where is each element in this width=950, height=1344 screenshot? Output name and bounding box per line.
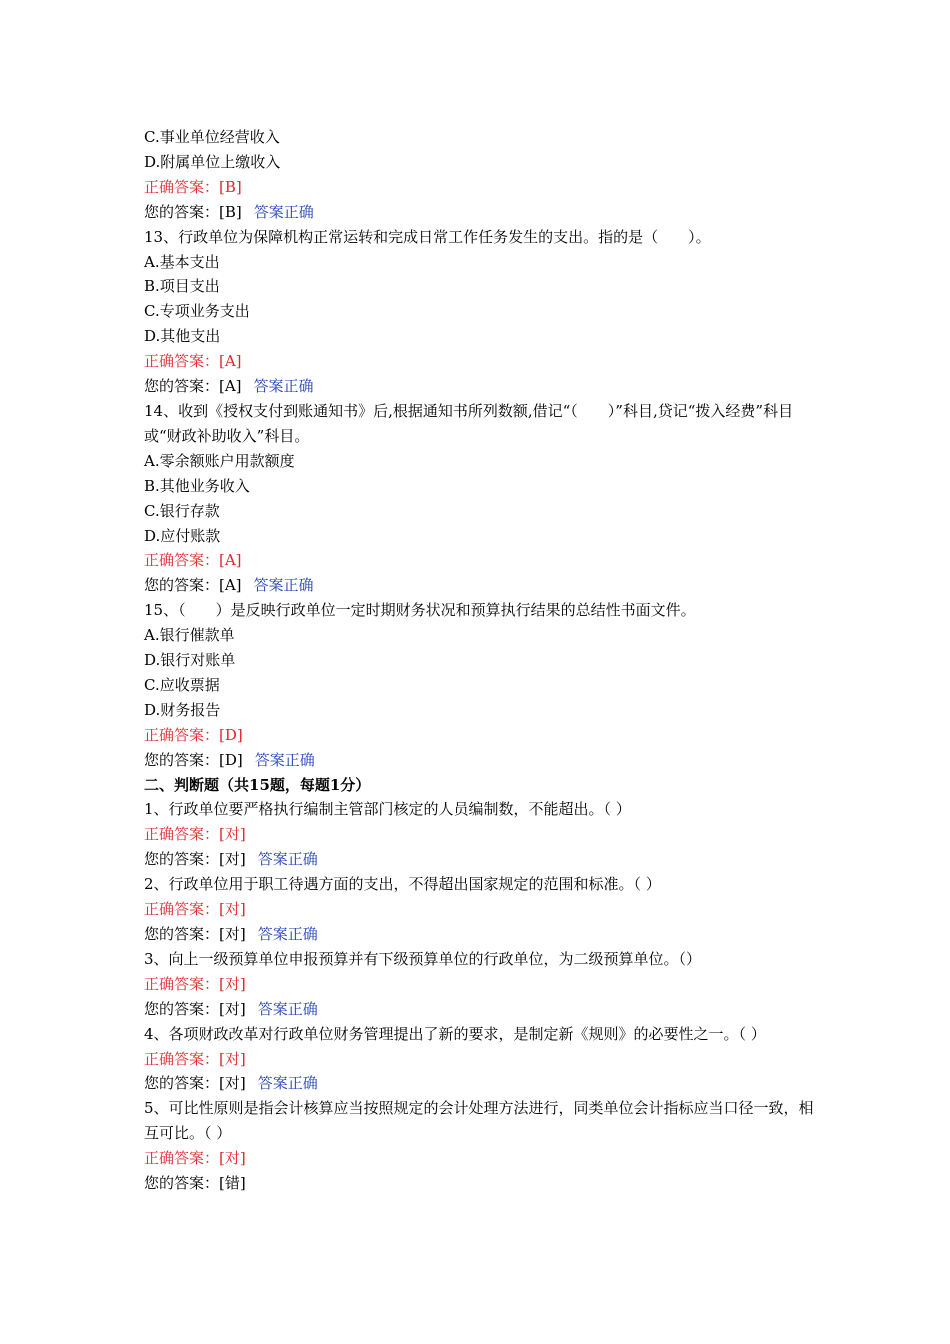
answer-status: 答案正确 [257, 1074, 318, 1093]
question-15 [144, 598, 814, 772]
your-answer-line [144, 1071, 814, 1096]
option-c: C.专项业务支出 [144, 302, 250, 321]
your-answer-line [144, 200, 814, 225]
your-answer-line [144, 1171, 814, 1196]
answer-status: 答案正确 [253, 202, 314, 221]
question-13 [144, 225, 814, 399]
question-text: 14、收到《授权支付到账通知书》后,根据通知书所列数额,借记“（ ）”科目,贷记“拨入经费”科目或“财政补助收入”科目。 [144, 401, 794, 445]
option-a: A.基本支出 [144, 252, 220, 271]
option-d: D.附属单位上缴收入 [144, 152, 281, 171]
correct-answer: 正确答案：[B] [144, 177, 242, 196]
question-text: 15、（ ）是反映行政单位一定时期财务状况和预算执行结果的总结性书面文件。 [144, 601, 696, 620]
option-b: B.其他业务收入 [144, 476, 250, 495]
your-answer-line [144, 922, 814, 947]
question-text: 5、可比性原则是指会计核算应当按照规定的会计处理方法进行，同类单位会计指标应当口径一致，相互可比。（ ） [144, 1099, 814, 1143]
option-a: A.银行催款单 [144, 626, 235, 645]
your-answer: 您的答案：[对] [144, 999, 246, 1018]
option-a: A.零余额账户用款额度 [144, 451, 295, 470]
option-d: D.财务报告 [144, 700, 221, 719]
your-answer-line [144, 748, 814, 773]
answer-status: 答案正确 [254, 750, 315, 769]
your-answer: 您的答案：[D] [144, 750, 243, 769]
your-answer: 您的答案：[对] [144, 850, 246, 869]
question-text: 3、向上一级预算单位申报预算并有下级预算单位的行政单位，为二级预算单位。（） [144, 949, 702, 968]
your-answer-line [144, 847, 814, 872]
your-answer: 您的答案：[B] [144, 202, 242, 221]
your-answer: 您的答案：[错] [144, 1174, 246, 1193]
answer-status: 答案正确 [257, 925, 318, 943]
correct-answer: 正确答案：[对] [144, 1049, 246, 1068]
correct-answer: 正确答案：[对] [144, 974, 246, 993]
judgment-question-1 [144, 797, 814, 872]
answer-status: 答案正确 [253, 576, 314, 595]
question-14 [144, 399, 814, 598]
correct-answer: 正确答案：[A] [144, 551, 242, 570]
your-answer-line [144, 573, 814, 598]
question-text: 1、行政单位要严格执行编制主管部门核定的人员编制数，不能超出。（ ） [144, 800, 631, 819]
your-answer-line [144, 997, 814, 1022]
answer-status: 答案正确 [257, 999, 318, 1018]
option-c: C.应收票据 [144, 675, 220, 694]
correct-answer: 正确答案：[D] [144, 725, 243, 744]
judgment-question-4 [144, 1022, 814, 1097]
your-answer: 您的答案：[A] [144, 377, 242, 396]
answer-status: 答案正确 [257, 850, 318, 869]
answer-status: 答案正确 [253, 377, 314, 396]
question-12-tail [144, 125, 814, 225]
option-c: C.银行存款 [144, 501, 220, 520]
correct-answer: 正确答案：[对] [144, 1149, 246, 1168]
question-text: 2、行政单位用于职工待遇方面的支出，不得超出国家规定的范围和标准。（ ） [144, 875, 661, 894]
question-text: 13、行政单位为保障机构正常运转和完成日常工作任务发生的支出。指的是（ ）。 [144, 227, 711, 246]
your-answer: 您的答案：[对] [144, 925, 246, 943]
option-b: B.项目支出 [144, 277, 220, 296]
option-b: D.银行对账单 [144, 651, 236, 670]
option-c: C.事业单位经营收入 [144, 128, 280, 146]
judgment-question-3 [144, 947, 814, 1022]
question-text: 4、各项财政改革对行政单位财务管理提出了新的要求，是制定新《规则》的必要性之一。（ ） [144, 1024, 766, 1043]
judgment-question-2 [144, 872, 814, 947]
section-title: 二、判断题（共15题，每题1分） [144, 775, 371, 794]
your-answer: 您的答案：[对] [144, 1074, 246, 1093]
option-d: D.其他支出 [144, 327, 221, 346]
exam-answer-document [144, 125, 814, 1196]
your-answer: 您的答案：[A] [144, 576, 242, 595]
your-answer-line [144, 374, 814, 399]
option-d: D.应付账款 [144, 526, 221, 545]
judgment-question-5 [144, 1096, 814, 1196]
correct-answer: 正确答案：[对] [144, 900, 246, 919]
correct-answer: 正确答案：[A] [144, 352, 242, 371]
correct-answer: 正确答案：[对] [144, 825, 246, 844]
